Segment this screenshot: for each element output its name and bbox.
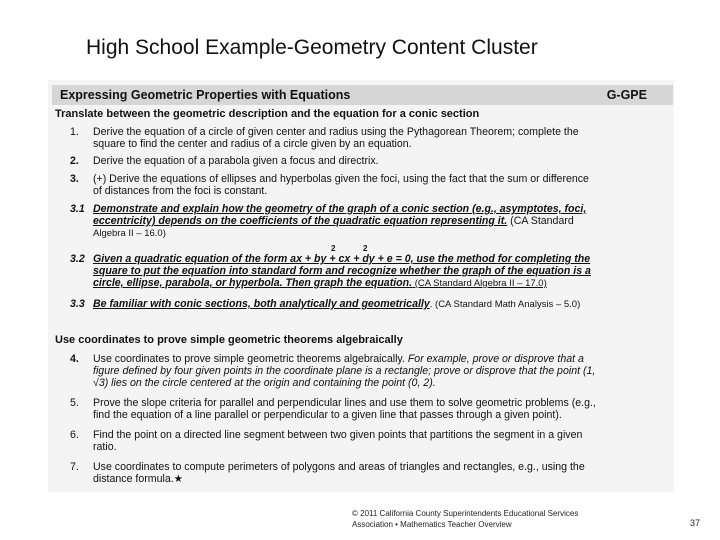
standard-3-2-line1: Given a quadratic equation of the form ax + by + cx + dy + e = 0, use the method for completing the [93, 253, 591, 265]
standard-3-2-line3a: circle, ellipse, parabola, or hyperbola. Then graph the equation. [93, 277, 413, 289]
standard-4-line1a: Use coordinates to prove simple geometric theorems algebraically. [93, 353, 408, 365]
standard-7-line2: distance formula.★ [93, 473, 184, 485]
cluster-code: G-GPE [606, 88, 647, 102]
standard-5-line1: Prove the slope criteria for parallel and perpendicular lines and use them to solve geometric problems (e.g., [93, 397, 596, 409]
standard-1-line2: square to find the center and radius of a circle given by an equation. [93, 138, 412, 150]
standard-4-line1b: For example, prove or disprove that a [407, 353, 584, 365]
footer-line2: Association • Mathematics Teacher Overview [352, 520, 512, 529]
standard-7-number: 7. [70, 461, 79, 473]
standard-3-1-line2b: (CA Standard [507, 215, 574, 227]
standard-4-line2: figure defined by four given points in the coordinate plane is a rectangle; prove or disprove that the point (1, [93, 365, 596, 377]
standard-5-number: 5. [70, 397, 79, 409]
standard-4-number: 4. [70, 353, 79, 365]
standard-1-number: 1. [70, 126, 79, 138]
standard-3-1-line1: Demonstrate and explain how the geometry of the graph of a conic section (e.g., asymptotes, foci, [93, 203, 587, 215]
section2-heading: Use coordinates to prove simple geometric theorems algebraically [55, 334, 403, 346]
standard-3-2-line3b: (CA Standard Algebra II – 17.0) [412, 278, 547, 289]
section1-heading: Translate between the geometric description and the equation for a conic section [55, 108, 480, 120]
standard-3-1-line3: Algebra II – 16.0) [93, 228, 166, 239]
standard-2-line1: Derive the equation of a parabola given a focus and directrix. [93, 155, 379, 167]
standard-3-3-b: . (CA Standard Math Analysis – 5.0) [429, 299, 581, 310]
page-number: 37 [690, 518, 701, 528]
standard-3-2-line2: square to put the equation into standard form and recognize whether the graph of the equation is a [93, 265, 591, 277]
standards-panel [48, 80, 674, 492]
standard-3-line2: of distances from the foci is constant. [93, 185, 268, 197]
exponent-1: 2 [331, 244, 336, 253]
footer-copyright [352, 508, 652, 530]
standard-3-1-number: 3.1 [70, 203, 85, 215]
standard-6-line1: Find the point on a directed line segment between two given points that partitions the segment in a given [93, 429, 583, 441]
standard-3-line1: (+) Derive the equations of ellipses and hyperbolas given the foci, using the fact that the sum or difference [93, 173, 589, 185]
standard-3-3-number: 3.3 [70, 298, 85, 310]
standard-6-line2: ratio. [93, 441, 117, 453]
standard-5-line2: find the equation of a line parallel or perpendicular to a given line that passes through a given point). [93, 409, 562, 421]
standard-7-line1: Use coordinates to compute perimeters of polygons and areas of triangles and rectangles, e.g., using the [93, 461, 585, 473]
standard-1-line1: Derive the equation of a circle of given center and radius using the Pythagorean Theorem; complete the [93, 126, 579, 138]
footer-line1: © 2011 California County Superintendents Educational Services [352, 509, 579, 518]
standard-3-2-number: 3.2 [70, 253, 85, 265]
slide-title: High School Example-Geometry Content Cluster [86, 36, 538, 59]
standard-2-number: 2. [70, 155, 79, 167]
cluster-header [52, 85, 673, 105]
standard-4-line3: √3) lies on the circle centered at the origin and containing the point (0, 2). [93, 377, 436, 389]
standard-6-number: 6. [70, 429, 79, 441]
exponent-2: 2 [363, 244, 368, 253]
standard-3-1-line2a: eccentricity) depends on the coefficients of the quadratic equation representing it. [93, 215, 508, 227]
cluster-title: Expressing Geometric Properties with Equations [60, 88, 351, 102]
standard-3-3-a: Be familiar with conic sections, both analytically and geometrically [93, 298, 430, 310]
standard-3-number: 3. [70, 173, 79, 185]
